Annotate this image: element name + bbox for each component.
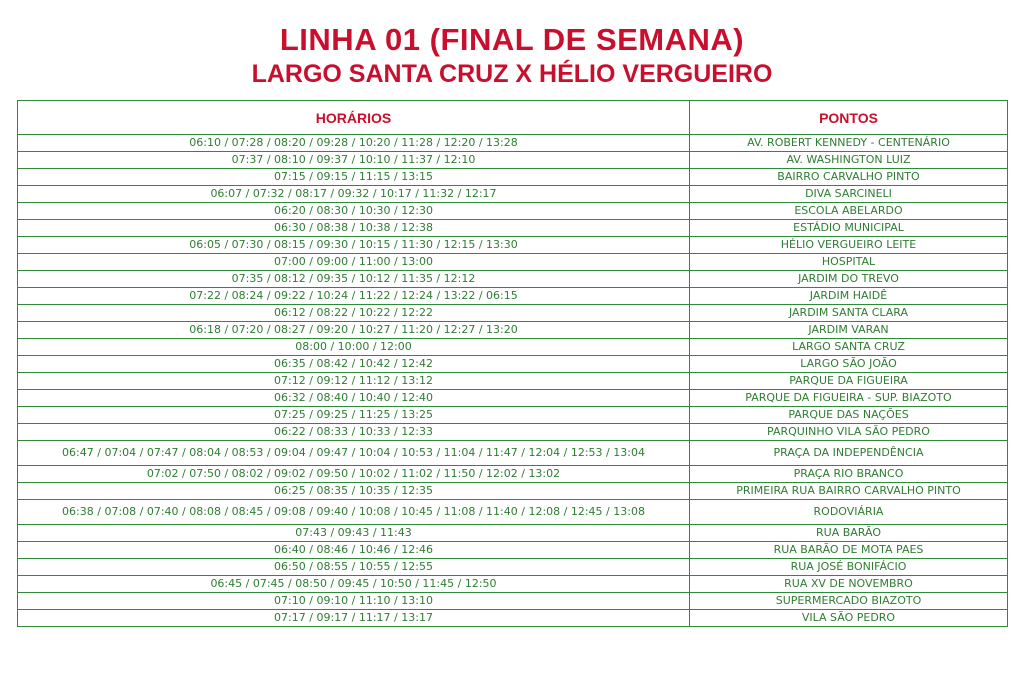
column-header-horarios: HORÁRIOS [18,101,690,135]
ponto-cell: LARGO SANTA CRUZ [690,339,1008,356]
table-row [18,559,1008,576]
table-row [18,322,1008,339]
table-row [18,441,1008,466]
table-row [18,152,1008,169]
table-row [18,373,1008,390]
horarios-cell: 07:10 / 09:10 / 11:10 / 13:10 [18,593,690,610]
table-row [18,305,1008,322]
horarios-cell: 06:12 / 08:22 / 10:22 / 12:22 [18,305,690,322]
page-title: LINHA 01 (FINAL DE SEMANA) [279,22,745,57]
table-row [18,424,1008,441]
table-row [18,271,1008,288]
ponto-cell: RUA BARÃO [690,525,1008,542]
ponto-cell: LARGO SÃO JOÃO [690,356,1008,373]
ponto-cell: ESCOLA ABELARDO [690,203,1008,220]
ponto-cell: RUA BARÃO DE MOTA PAES [690,542,1008,559]
ponto-cell: AV. ROBERT KENNEDY - CENTENÁRIO [690,135,1008,152]
ponto-cell: JARDIM SANTA CLARA [690,305,1008,322]
ponto-cell: JARDIM HAIDÊ [690,288,1008,305]
horarios-cell: 06:30 / 08:38 / 10:38 / 12:38 [18,220,690,237]
table-row [18,576,1008,593]
horarios-cell: 06:35 / 08:42 / 10:42 / 12:42 [18,356,690,373]
horarios-cell: 08:00 / 10:00 / 12:00 [18,339,690,356]
horarios-cell: 06:50 / 08:55 / 10:55 / 12:55 [18,559,690,576]
schedule-table [17,100,1008,627]
table-row [18,466,1008,483]
ponto-cell: HOSPITAL [690,254,1008,271]
table-row [18,483,1008,500]
table-row [18,610,1008,627]
horarios-cell: 06:32 / 08:40 / 10:40 / 12:40 [18,390,690,407]
table-row [18,203,1008,220]
table-row [18,593,1008,610]
horarios-cell: 07:15 / 09:15 / 11:15 / 13:15 [18,169,690,186]
column-header-pontos: PONTOS [690,101,1008,135]
table-header-row [18,101,1008,135]
ponto-cell: BAIRRO CARVALHO PINTO [690,169,1008,186]
horarios-cell: 06:25 / 08:35 / 10:35 / 12:35 [18,483,690,500]
table-row [18,220,1008,237]
horarios-cell: 06:38 / 07:08 / 07:40 / 08:08 / 08:45 / 09:08 / 09:40 / 10:08 / 10:45 / 11:08 / 11:40 / 12:08 / 12:45 / 13:08 [18,500,690,525]
horarios-cell: 06:10 / 07:28 / 08:20 / 09:28 / 10:20 / 11:28 / 12:20 / 13:28 [18,135,690,152]
ponto-cell: VILA SÃO PEDRO [690,610,1008,627]
table-row [18,169,1008,186]
ponto-cell: SUPERMERCADO BIAZOTO [690,593,1008,610]
ponto-cell: PARQUE DA FIGUEIRA - SUP. BIAZOTO [690,390,1008,407]
ponto-cell: ESTÁDIO MUNICIPAL [690,220,1008,237]
table-row [18,356,1008,373]
horarios-cell: 06:40 / 08:46 / 10:46 / 12:46 [18,542,690,559]
ponto-cell: RUA JOSÉ BONIFÁCIO [690,559,1008,576]
table-row [18,237,1008,254]
table-row [18,407,1008,424]
ponto-cell: AV. WASHINGTON LUIZ [690,152,1008,169]
table-row [18,135,1008,152]
horarios-cell: 07:37 / 08:10 / 09:37 / 10:10 / 11:37 / 12:10 [18,152,690,169]
ponto-cell: PARQUINHO VILA SÃO PEDRO [690,424,1008,441]
ponto-cell: JARDIM VARAN [690,322,1008,339]
ponto-cell: PARQUE DAS NAÇÕES [690,407,1008,424]
ponto-cell: JARDIM DO TREVO [690,271,1008,288]
table-row [18,542,1008,559]
horarios-cell: 07:43 / 09:43 / 11:43 [18,525,690,542]
horarios-cell: 06:18 / 07:20 / 08:27 / 09:20 / 10:27 / 11:20 / 12:27 / 13:20 [18,322,690,339]
horarios-cell: 06:20 / 08:30 / 10:30 / 12:30 [18,203,690,220]
horarios-cell: 06:05 / 07:30 / 08:15 / 09:30 / 10:15 / 11:30 / 12:15 / 13:30 [18,237,690,254]
table-row [18,390,1008,407]
horarios-cell: 07:00 / 09:00 / 11:00 / 13:00 [18,254,690,271]
ponto-cell: RODOVIÁRIA [690,500,1008,525]
ponto-cell: RUA XV DE NOVEMBRO [690,576,1008,593]
horarios-cell: 07:25 / 09:25 / 11:25 / 13:25 [18,407,690,424]
table-row [18,525,1008,542]
ponto-cell: DIVA SARCINELI [690,186,1008,203]
table-row [18,186,1008,203]
horarios-cell: 07:22 / 08:24 / 09:22 / 10:24 / 11:22 / 12:24 / 13:22 / 06:15 [18,288,690,305]
ponto-cell: PRAÇA DA INDEPENDÊNCIA [690,441,1008,466]
horarios-cell: 07:12 / 09:12 / 11:12 / 13:12 [18,373,690,390]
horarios-cell: 07:02 / 07:50 / 08:02 / 09:02 / 09:50 / 10:02 / 11:02 / 11:50 / 12:02 / 13:02 [18,466,690,483]
table-row [18,339,1008,356]
horarios-cell: 06:07 / 07:32 / 08:17 / 09:32 / 10:17 / 11:32 / 12:17 [18,186,690,203]
ponto-cell: PARQUE DA FIGUEIRA [690,373,1008,390]
horarios-cell: 07:35 / 08:12 / 09:35 / 10:12 / 11:35 / 12:12 [18,271,690,288]
ponto-cell: PRAÇA RIO BRANCO [690,466,1008,483]
table-row [18,254,1008,271]
page-subtitle: LARGO SANTA CRUZ X HÉLIO VERGUEIRO [251,60,773,88]
ponto-cell: HÉLIO VERGUEIRO LEITE [690,237,1008,254]
ponto-cell: PRIMEIRA RUA BAIRRO CARVALHO PINTO [690,483,1008,500]
horarios-cell: 06:47 / 07:04 / 07:47 / 08:04 / 08:53 / 09:04 / 09:47 / 10:04 / 10:53 / 11:04 / 11:47 / 12:04 / 12:53 / 13:04 [18,441,690,466]
horarios-cell: 06:22 / 08:33 / 10:33 / 12:33 [18,424,690,441]
horarios-cell: 07:17 / 09:17 / 11:17 / 13:17 [18,610,690,627]
table-row [18,288,1008,305]
horarios-cell: 06:45 / 07:45 / 08:50 / 09:45 / 10:50 / 11:45 / 12:50 [18,576,690,593]
table-row [18,500,1008,525]
